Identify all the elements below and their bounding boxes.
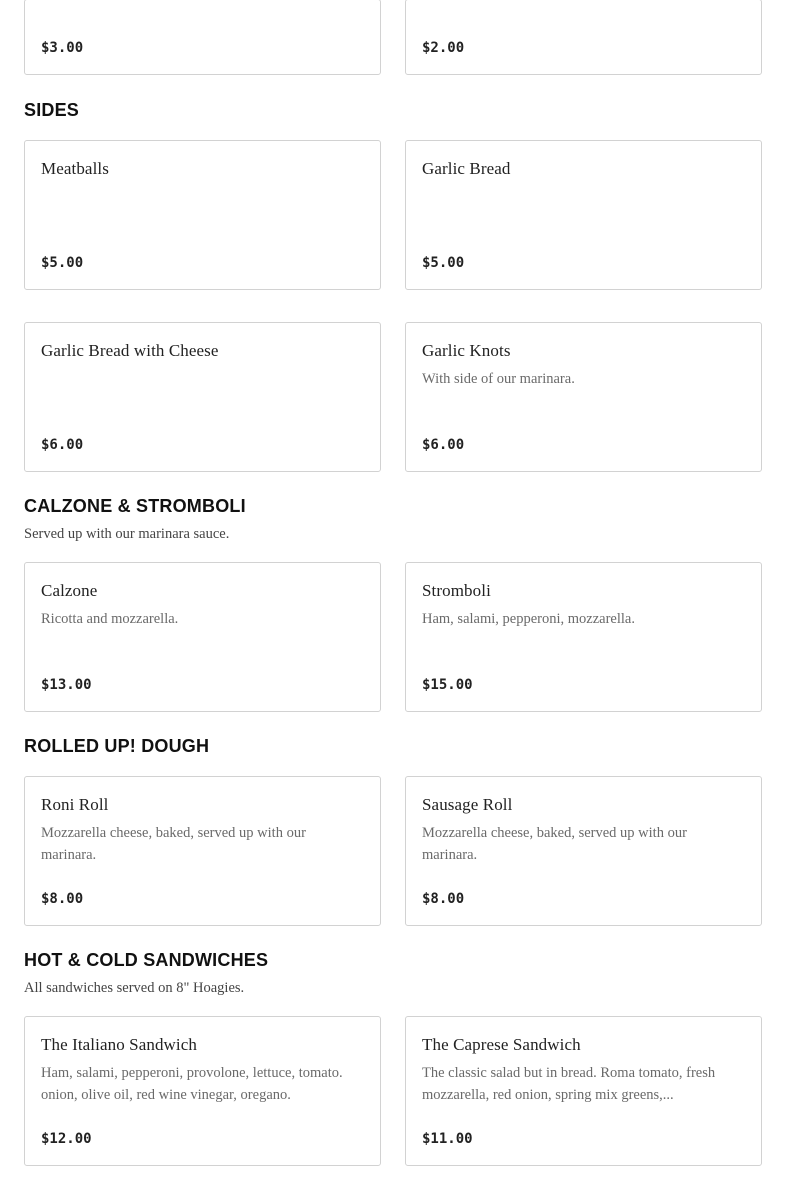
menu-item-card[interactable] [24, 0, 381, 75]
menu-item-card[interactable] [405, 140, 762, 290]
item-name: Garlic Knots [422, 341, 511, 360]
item-name: The Caprese Sandwich [422, 1035, 581, 1054]
item-price: $5.00 [422, 255, 465, 271]
item-description: Ricotta and mozzarella. [41, 611, 179, 627]
menu-item-card[interactable] [24, 140, 381, 290]
item-description: Mozzarella cheese, baked, served up with our marinara. [41, 825, 306, 863]
section-description: All sandwiches served on 8" Hoagies. [24, 980, 245, 996]
section-description: Served up with our marinara sauce. [24, 526, 230, 542]
item-description: Mozzarella cheese, baked, served up with our marinara. [422, 825, 687, 863]
menu-item-card[interactable] [24, 1016, 381, 1166]
item-name: Sausage Roll [422, 795, 513, 814]
item-price: $13.00 [41, 677, 92, 693]
item-price: $12.00 [41, 1131, 92, 1147]
menu-item-card[interactable] [24, 776, 381, 926]
item-price: $6.00 [422, 437, 465, 453]
item-price: $5.00 [41, 255, 84, 271]
section-title-sides: SIDES [24, 100, 80, 120]
section-title-rolled: ROLLED UP! DOUGH [24, 736, 210, 756]
item-name: Garlic Bread with Cheese [41, 341, 219, 360]
item-name: Roni Roll [41, 795, 109, 814]
item-description: The classic salad but in bread. Roma tomato, fresh mozzarella, red onion, spring mix greens,... [422, 1065, 716, 1103]
item-price: $11.00 [422, 1131, 473, 1147]
menu-item-card[interactable] [24, 322, 381, 472]
item-name: The Italiano Sandwich [41, 1035, 197, 1054]
item-name: Garlic Bread [422, 159, 511, 178]
item-name: Stromboli [422, 581, 491, 600]
item-price: $2.00 [422, 40, 465, 56]
menu-item-card[interactable] [24, 562, 381, 712]
section-title-sandwiches: HOT & COLD SANDWICHES [24, 950, 269, 970]
item-description: Ham, salami, pepperoni, provolone, lettuce, tomato. onion, olive oil, red wine vinegar, oregano. [41, 1065, 343, 1103]
item-price: $3.00 [41, 40, 84, 56]
menu-item-card[interactable] [405, 776, 762, 926]
item-name: Meatballs [41, 159, 109, 178]
section-title-calzone: CALZONE & STROMBOLI [24, 496, 246, 516]
menu-item-card[interactable] [405, 1016, 762, 1166]
item-price: $6.00 [41, 437, 84, 453]
menu-item-card[interactable] [405, 0, 762, 75]
item-price: $15.00 [422, 677, 473, 693]
item-description: With side of our marinara. [422, 371, 575, 387]
item-price: $8.00 [41, 891, 84, 907]
menu-item-card[interactable] [405, 322, 762, 472]
item-description: Ham, salami, pepperoni, mozzarella. [422, 611, 635, 627]
item-name: Calzone [41, 581, 98, 600]
item-price: $8.00 [422, 891, 465, 907]
menu-item-card[interactable] [405, 562, 762, 712]
